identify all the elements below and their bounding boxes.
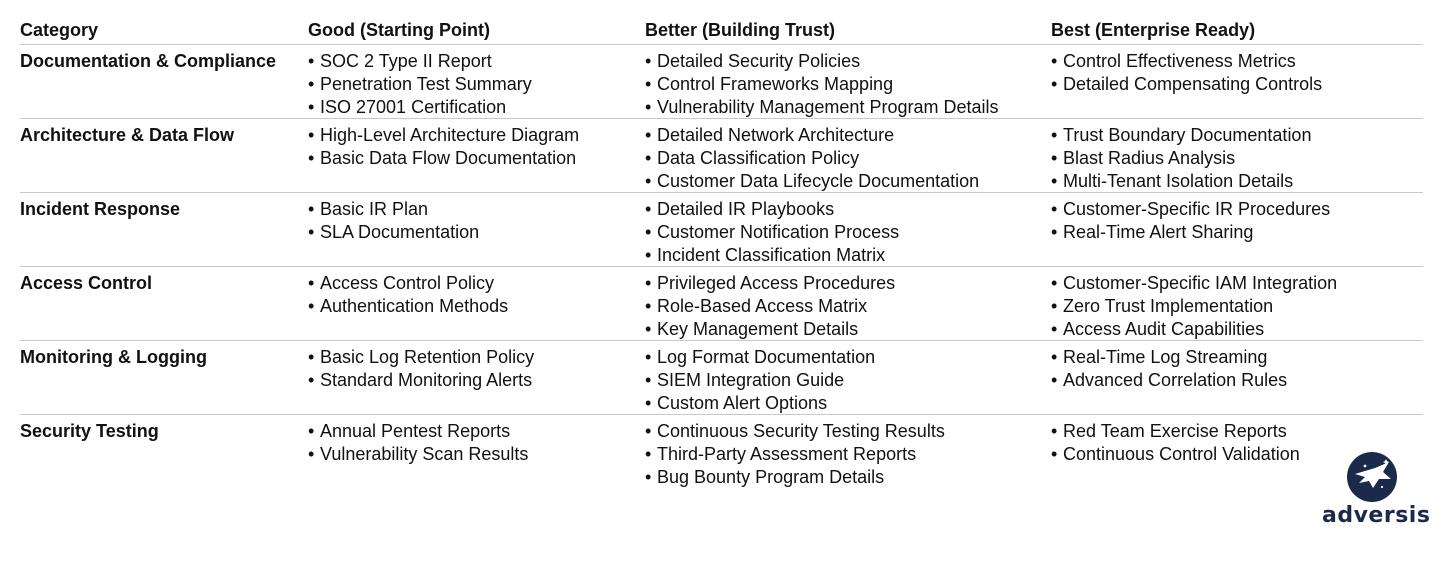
list-item (645, 244, 1051, 267)
bullet-glyph: • (1051, 443, 1058, 464)
bullet-glyph: • (645, 73, 652, 94)
good-cell (308, 198, 645, 266)
bullet-glyph: • (645, 347, 652, 367)
bullet-glyph: • (1051, 369, 1058, 390)
bullet-glyph: • (308, 443, 315, 464)
bullet-glyph: • (645, 466, 652, 487)
list-item-text: Customer-Specific IAM Integration (1063, 273, 1338, 293)
bullet-glyph: • (1051, 295, 1058, 316)
list-item (645, 73, 1051, 96)
list-item (645, 369, 1051, 392)
list-item (308, 221, 645, 244)
list-item (645, 170, 1051, 193)
bullet-glyph: • (645, 244, 652, 265)
list-item (1051, 124, 1423, 147)
bullet-glyph: • (645, 199, 652, 219)
bullet-glyph: • (1051, 347, 1058, 367)
list-item (1051, 221, 1423, 244)
list-item (308, 124, 645, 147)
comparison-table (20, 17, 1423, 489)
list-item-text: Detailed Network Architecture (657, 125, 895, 145)
category-cell: Incident Response (20, 199, 181, 219)
bullet-glyph: • (308, 273, 315, 293)
list-item-text: Role-Based Access Matrix (657, 295, 868, 316)
list-item-text: SLA Documentation (320, 221, 480, 242)
bullet-glyph: • (308, 295, 315, 316)
list-item-text: Continuous Security Testing Results (657, 421, 945, 441)
table-row (20, 267, 1423, 341)
table-row (20, 415, 1423, 489)
bullet-glyph: • (1051, 199, 1058, 219)
table-header-row (20, 17, 1423, 45)
better-item-list (645, 272, 1051, 340)
list-item-text: Bug Bounty Program Details (657, 466, 885, 487)
good-cell (308, 272, 645, 340)
list-item (308, 147, 645, 170)
list-item (308, 96, 645, 119)
list-item-text: Customer Notification Process (657, 221, 900, 242)
bullet-glyph: • (1051, 421, 1058, 441)
bullet-glyph: • (645, 170, 652, 191)
list-item (1051, 73, 1423, 96)
list-item (645, 443, 1051, 466)
bullet-glyph: • (645, 392, 652, 413)
good-cell (308, 124, 645, 192)
list-item (308, 369, 645, 392)
category-cell: Access Control (20, 273, 153, 293)
table-row (20, 193, 1423, 267)
bullet-glyph: • (1051, 221, 1058, 242)
better-item-list (645, 198, 1051, 266)
list-item-text: Access Audit Capabilities (1063, 318, 1265, 339)
list-item-text: Basic Data Flow Documentation (320, 147, 577, 168)
best-item-list (1051, 346, 1423, 392)
list-item-text: Detailed Security Policies (657, 51, 861, 71)
bullet-glyph: • (645, 125, 652, 145)
header-better: Better (Building Trust) (645, 20, 835, 40)
list-item (1051, 346, 1423, 369)
category-cell: Security Testing (20, 421, 159, 441)
list-item (308, 198, 645, 221)
category-cell: Monitoring & Logging (20, 347, 207, 367)
list-item (645, 96, 1051, 119)
list-item-text: Data Classification Policy (657, 147, 860, 168)
bullet-glyph: • (645, 318, 652, 339)
list-item-text: Vulnerability Scan Results (320, 443, 529, 464)
bullet-glyph: • (1051, 147, 1058, 168)
list-item (645, 318, 1051, 341)
best-cell (1051, 124, 1423, 192)
best-item-list (1051, 124, 1423, 192)
list-item (645, 198, 1051, 221)
bullet-glyph: • (308, 369, 315, 390)
better-cell (645, 346, 1051, 414)
list-item-text: Access Control Policy (320, 273, 495, 293)
list-item-text: SIEM Integration Guide (657, 369, 845, 390)
list-item (308, 50, 645, 73)
list-item-text: Custom Alert Options (657, 392, 828, 413)
better-cell (645, 272, 1051, 340)
list-item (645, 420, 1051, 443)
good-cell (308, 50, 645, 118)
list-item-text: Real-Time Log Streaming (1063, 347, 1268, 367)
list-item-text: Multi-Tenant Isolation Details (1063, 170, 1294, 191)
list-item (645, 346, 1051, 369)
better-item-list (645, 124, 1051, 192)
list-item (308, 443, 645, 466)
good-item-list (308, 346, 645, 392)
best-cell (1051, 346, 1423, 414)
better-cell (645, 50, 1051, 118)
bullet-glyph: • (308, 421, 315, 441)
list-item (1051, 272, 1423, 295)
best-cell (1051, 198, 1423, 266)
list-item-text: Authentication Methods (320, 295, 509, 316)
list-item-text: Basic IR Plan (320, 199, 429, 219)
list-item (308, 346, 645, 369)
list-item-text: Log Format Documentation (657, 347, 876, 367)
bullet-glyph: • (645, 273, 652, 293)
header-best: Best (Enterprise Ready) (1051, 20, 1256, 40)
list-item (645, 50, 1051, 73)
list-item-text: Continuous Control Validation (1063, 443, 1300, 464)
bullet-glyph: • (1051, 73, 1058, 94)
bullet-glyph: • (645, 421, 652, 441)
list-item-text: Control Effectiveness Metrics (1063, 51, 1296, 71)
table-row (20, 341, 1423, 415)
list-item (645, 392, 1051, 415)
list-item-text: Blast Radius Analysis (1063, 147, 1236, 168)
list-item-text: ISO 27001 Certification (320, 96, 507, 117)
list-item-text: Customer Data Lifecycle Documentation (657, 170, 980, 191)
bullet-glyph: • (645, 96, 652, 117)
list-item-text: Incident Classification Matrix (657, 244, 886, 265)
list-item (308, 73, 645, 96)
list-item (308, 272, 645, 295)
list-item-text: Vulnerability Management Program Details (657, 96, 999, 117)
adversis-bird-logo-icon (1345, 452, 1399, 502)
list-item-text: Advanced Correlation Rules (1063, 369, 1288, 390)
list-item (1051, 147, 1423, 170)
bullet-glyph: • (645, 369, 652, 390)
better-cell (645, 124, 1051, 192)
better-item-list (645, 420, 1051, 488)
best-item-list (1051, 272, 1423, 340)
list-item (645, 295, 1051, 318)
better-item-list (645, 346, 1051, 414)
better-item-list (645, 50, 1051, 118)
list-item-text: Penetration Test Summary (320, 73, 532, 94)
better-cell (645, 420, 1051, 489)
best-item-list (1051, 50, 1423, 96)
good-item-list (308, 198, 645, 244)
good-cell (308, 420, 645, 489)
list-item (1051, 295, 1423, 318)
list-item-text: Customer-Specific IR Procedures (1063, 199, 1331, 219)
list-item (645, 272, 1051, 295)
bullet-glyph: • (308, 51, 315, 71)
list-item-text: Zero Trust Implementation (1063, 295, 1274, 316)
best-cell (1051, 272, 1423, 340)
bullet-glyph: • (308, 125, 315, 145)
list-item-text: High-Level Architecture Diagram (320, 125, 580, 145)
list-item-text: Basic Log Retention Policy (320, 347, 535, 367)
header-category: Category (20, 20, 99, 40)
list-item-text: Trust Boundary Documentation (1063, 125, 1312, 145)
good-item-list (308, 124, 645, 170)
list-item-text: Control Frameworks Mapping (657, 73, 894, 94)
list-item (308, 295, 645, 318)
table-row (20, 45, 1423, 119)
bullet-glyph: • (308, 73, 315, 94)
good-item-list (308, 272, 645, 318)
list-item (1051, 318, 1423, 341)
bullet-glyph: • (1051, 170, 1058, 191)
bullet-glyph: • (308, 96, 315, 117)
list-item (645, 124, 1051, 147)
list-item-text: Privileged Access Procedures (657, 273, 896, 293)
bullet-glyph: • (1051, 125, 1058, 145)
bullet-glyph: • (1051, 51, 1058, 71)
bullet-glyph: • (645, 221, 652, 242)
list-item-text: Real-Time Alert Sharing (1063, 221, 1254, 242)
bullet-glyph: • (645, 147, 652, 168)
list-item (1051, 369, 1423, 392)
list-item-text: Detailed Compensating Controls (1063, 73, 1323, 94)
list-item-text: SOC 2 Type II Report (320, 51, 492, 71)
adversis-logo (1322, 452, 1431, 532)
list-item-text: Third-Party Assessment Reports (657, 443, 917, 464)
list-item (645, 466, 1051, 489)
list-item (308, 420, 645, 443)
bullet-glyph: • (645, 443, 652, 464)
list-item-text: Detailed IR Playbooks (657, 199, 835, 219)
bullet-glyph: • (1051, 318, 1058, 339)
header-good: Good (Starting Point) (308, 20, 490, 40)
bullet-glyph: • (645, 295, 652, 316)
list-item-text: Annual Pentest Reports (320, 421, 511, 441)
list-item-text: Red Team Exercise Reports (1063, 421, 1287, 441)
bullet-glyph: • (308, 221, 315, 242)
list-item (645, 221, 1051, 244)
bullet-glyph: • (308, 199, 315, 219)
list-item (645, 147, 1051, 170)
list-item (1051, 50, 1423, 73)
bullet-glyph: • (308, 147, 315, 168)
category-cell: Documentation & Compliance (20, 51, 277, 71)
good-item-list (308, 50, 645, 118)
list-item-text: Standard Monitoring Alerts (320, 369, 533, 390)
bullet-glyph: • (308, 347, 315, 367)
list-item (1051, 420, 1423, 443)
bullet-glyph: • (1051, 273, 1058, 293)
list-item-text: Key Management Details (657, 318, 859, 339)
list-item (1051, 198, 1423, 221)
good-item-list (308, 420, 645, 466)
table-body (20, 45, 1423, 489)
best-item-list (1051, 198, 1423, 244)
better-cell (645, 198, 1051, 266)
logo-text: adversis (1322, 503, 1431, 528)
table-row (20, 119, 1423, 193)
good-cell (308, 346, 645, 414)
category-cell: Architecture & Data Flow (20, 125, 235, 145)
bullet-glyph: • (645, 51, 652, 71)
best-cell (1051, 50, 1423, 118)
list-item (1051, 170, 1423, 193)
